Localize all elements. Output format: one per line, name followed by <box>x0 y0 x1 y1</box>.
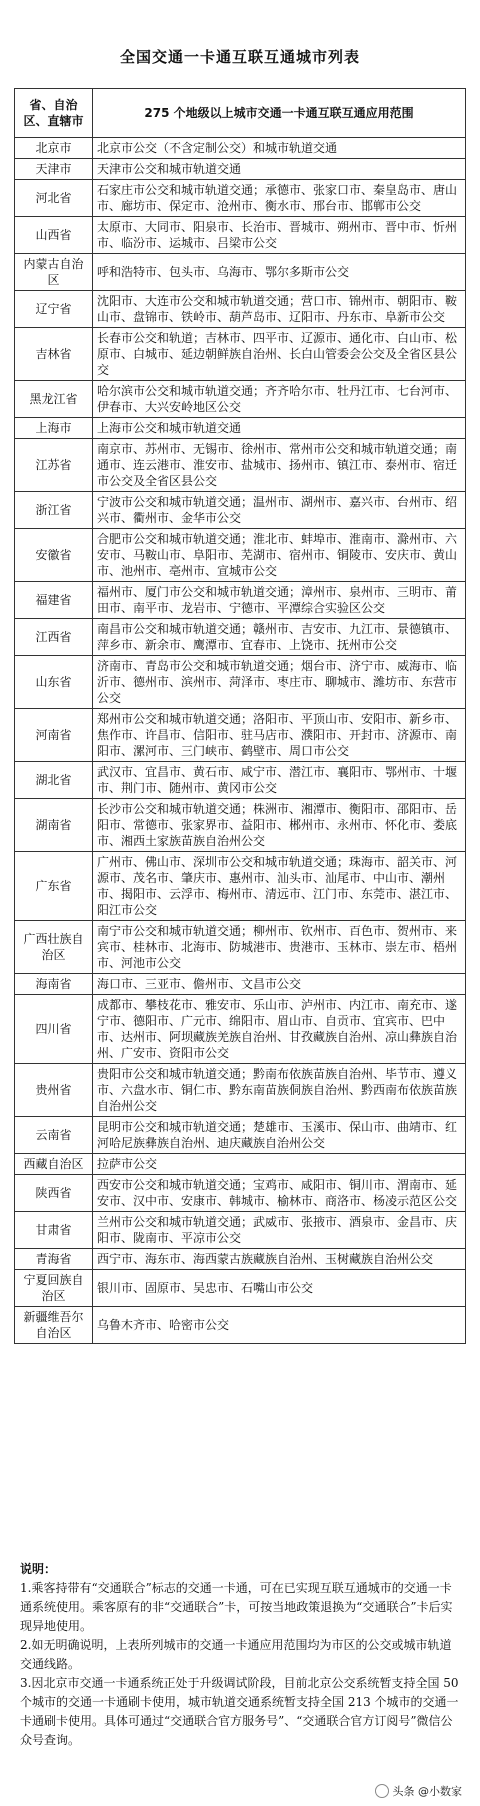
scope-cell: 西安市公交和城市轨道交通；宝鸡市、咸阳市、铜川市、渭南市、延安市、汉中市、安康市、韩城市、榆林市、商洛市、杨凌示范区公交 <box>93 1175 466 1212</box>
scope-cell: 哈尔滨市公交和城市轨道交通；齐齐哈尔市、牡丹江市、七台河市、伊春市、大兴安岭地区公交 <box>93 381 466 418</box>
province-cell: 上海市 <box>15 418 93 439</box>
table-row <box>15 1175 466 1212</box>
province-cell: 辽宁省 <box>15 291 93 328</box>
table-row <box>15 159 466 180</box>
scope-cell: 兰州市公交和城市轨道交通；武威市、张掖市、酒泉市、金昌市、庆阳市、陇南市、平凉市公交 <box>93 1212 466 1249</box>
table-row <box>15 1212 466 1249</box>
scope-cell: 上海市公交和城市轨道交通 <box>93 418 466 439</box>
header-province: 省、自治区、直辖市 <box>15 89 93 138</box>
table-row <box>15 180 466 217</box>
table-row <box>15 995 466 1064</box>
province-cell: 山西省 <box>15 217 93 254</box>
notes-section <box>20 1560 460 1750</box>
scope-cell: 拉萨市公交 <box>93 1154 466 1175</box>
scope-cell: 郑州市公交和城市轨道交通；洛阳市、平顶山市、安阳市、新乡市、焦作市、许昌市、信阳市、驻马店市、濮阳市、开封市、济源市、南阳市、漯河市、三门峡市、鹤壁市、周口市公交 <box>93 709 466 762</box>
scope-cell: 长春市公交和轨道；吉林市、四平市、辽源市、通化市、白山市、松原市、白城市、延边朝鲜族自治州、长白山管委会公交及全省区县公交 <box>93 328 466 381</box>
table-row <box>15 762 466 799</box>
province-cell: 宁夏回族自治区 <box>15 1270 93 1307</box>
table-row <box>15 492 466 529</box>
province-cell: 山东省 <box>15 656 93 709</box>
province-cell: 河南省 <box>15 709 93 762</box>
table-row <box>15 529 466 582</box>
province-cell: 新疆维吾尔自治区 <box>15 1307 93 1344</box>
scope-cell: 昆明市公交和城市轨道交通；楚雄市、玉溪市、保山市、曲靖市、红河哈尼族彝族自治州、迪庆藏族自治州公交 <box>93 1117 466 1154</box>
scope-cell: 贵阳市公交和城市轨道交通；黔南布依族苗族自治州、毕节市、遵义市、六盘水市、铜仁市、黔东南苗族侗族自治州、黔西南布依族苗族自治州公交 <box>93 1064 466 1117</box>
table-row <box>15 974 466 995</box>
scope-cell: 天津市公交和城市轨道交通 <box>93 159 466 180</box>
province-cell: 广东省 <box>15 852 93 921</box>
watermark <box>371 1782 467 1800</box>
scope-cell: 乌鲁木齐市、哈密市公交 <box>93 1307 466 1344</box>
province-cell: 吉林省 <box>15 328 93 381</box>
province-cell: 湖北省 <box>15 762 93 799</box>
scope-cell: 武汉市、宜昌市、黄石市、咸宁市、潜江市、襄阳市、鄂州市、十堰市、荆门市、随州市、黄冈市公交 <box>93 762 466 799</box>
scope-cell: 济南市、青岛市公交和城市轨道交通；烟台市、济宁市、威海市、临沂市、德州市、滨州市、菏泽市、枣庄市、聊城市、潍坊市、东营市公交 <box>93 656 466 709</box>
watermark-logo-icon <box>375 1784 389 1798</box>
province-cell: 湖南省 <box>15 799 93 852</box>
table-row <box>15 1307 466 1344</box>
table-row <box>15 439 466 492</box>
scope-cell: 合肥市公交和城市轨道交通；淮北市、蚌埠市、淮南市、滁州市、六安市、马鞍山市、阜阳市、芜湖市、宿州市、铜陵市、安庆市、黄山市、池州市、亳州市、宣城市公交 <box>93 529 466 582</box>
table-row <box>15 656 466 709</box>
table-row <box>15 1249 466 1270</box>
province-cell: 甘肃省 <box>15 1212 93 1249</box>
notes-heading: 说明： <box>20 1562 57 1576</box>
province-cell: 四川省 <box>15 995 93 1064</box>
province-cell: 北京市 <box>15 138 93 159</box>
scope-cell: 广州市、佛山市、深圳市公交和城市轨道交通；珠海市、韶关市、河源市、茂名市、肇庆市、惠州市、汕头市、汕尾市、中山市、潮州市、揭阳市、云浮市、梅州市、清远市、江门市、东莞市、湛江市、阳江市公交 <box>93 852 466 921</box>
table-row <box>15 291 466 328</box>
scope-cell: 成都市、攀枝花市、雅安市、乐山市、泸州市、内江市、南充市、遂宁市、德阳市、广元市、绵阳市、眉山市、自贡市、宜宾市、巴中市、达州市、阿坝藏族羌族自治州、甘孜藏族自治州、凉山彝族自治州、广安市、资阳市公交 <box>93 995 466 1064</box>
scope-cell: 沈阳市、大连市公交和城市轨道交通；营口市、锦州市、朝阳市、鞍山市、盘锦市、铁岭市、葫芦岛市、辽阳市、丹东市、阜新市公交 <box>93 291 466 328</box>
table-row <box>15 381 466 418</box>
city-table <box>14 88 466 1344</box>
scope-cell: 南昌市公交和城市轨道交通；赣州市、吉安市、九江市、景德镇市、萍乡市、新余市、鹰潭市、宜春市、上饶市、抚州市公交 <box>93 619 466 656</box>
table-row <box>15 1117 466 1154</box>
province-cell: 黑龙江省 <box>15 381 93 418</box>
scope-cell: 南宁市公交和城市轨道交通；柳州市、钦州市、百色市、贺州市、来宾市、桂林市、北海市、防城港市、贵港市、玉林市、崇左市、梧州市、河池市公交 <box>93 921 466 974</box>
scope-cell: 宁波市公交和城市轨道交通；温州市、湖州市、嘉兴市、台州市、绍兴市、衢州市、金华市公交 <box>93 492 466 529</box>
province-cell: 江西省 <box>15 619 93 656</box>
table-row <box>15 619 466 656</box>
province-cell: 广西壮族自治区 <box>15 921 93 974</box>
table-row <box>15 254 466 291</box>
note-item: 3.因北京市交通一卡通系统正处于升级调试阶段，目前北京公交系统暂支持全国 50 个城市的交通一卡通刷卡使用，城市轨道交通系统暂支持全国 213 个城市的交通一卡通刷卡使用。具体可通过“交通联合官方服务号”、“交通联合官方订阅号”微信公众号查询。 <box>20 1676 459 1747</box>
table-row <box>15 799 466 852</box>
province-cell: 安徽省 <box>15 529 93 582</box>
table-row <box>15 1064 466 1117</box>
province-cell: 陕西省 <box>15 1175 93 1212</box>
table-row <box>15 709 466 762</box>
table-row <box>15 217 466 254</box>
province-cell: 福建省 <box>15 582 93 619</box>
scope-cell: 南京市、苏州市、无锡市、徐州市、常州市公交和城市轨道交通；南通市、连云港市、淮安市、盐城市、扬州市、镇江市、泰州市、宿迁市公交及全省区县公交 <box>93 439 466 492</box>
watermark-text: 头条 @小数家 <box>392 1785 462 1798</box>
table-row <box>15 138 466 159</box>
page-title: 全国交通一卡通互联互通城市列表 <box>119 48 360 66</box>
note-item: 1.乘客持带有“交通联合”标志的交通一卡通，可在已实现互联互通城市的交通一卡通系统使用。乘客原有的非“交通联合”卡，可按当地政策退换为“交通联合”卡后实现异地使用。 <box>20 1581 453 1633</box>
province-cell: 江苏省 <box>15 439 93 492</box>
scope-cell: 海口市、三亚市、儋州市、文昌市公交 <box>93 974 466 995</box>
table-row <box>15 852 466 921</box>
note-item: 2.如无明确说明，上表所列城市的交通一卡通应用范围均为市区的公交或城市轨道交通线路。 <box>20 1638 452 1671</box>
header-scope: 275 个地级以上城市交通一卡通互联互通应用范围 <box>93 89 466 138</box>
table-row <box>15 582 466 619</box>
province-cell: 海南省 <box>15 974 93 995</box>
scope-cell: 银川市、固原市、吴忠市、石嘴山市公交 <box>93 1270 466 1307</box>
province-cell: 浙江省 <box>15 492 93 529</box>
province-cell: 云南省 <box>15 1117 93 1154</box>
scope-cell: 西宁市、海东市、海西蒙古族藏族自治州、玉树藏族自治州公交 <box>93 1249 466 1270</box>
province-cell: 天津市 <box>15 159 93 180</box>
province-cell: 西藏自治区 <box>15 1154 93 1175</box>
province-cell: 河北省 <box>15 180 93 217</box>
scope-cell: 石家庄市公交和城市轨道交通；承德市、张家口市、秦皇岛市、唐山市、廊坊市、保定市、沧州市、衡水市、邢台市、邯郸市公交 <box>93 180 466 217</box>
province-cell: 青海省 <box>15 1249 93 1270</box>
scope-cell: 太原市、大同市、阳泉市、长治市、晋城市、朔州市、晋中市、忻州市、临汾市、运城市、吕梁市公交 <box>93 217 466 254</box>
scope-cell: 长沙市公交和城市轨道交通；株洲市、湘潭市、衡阳市、邵阳市、岳阳市、常德市、张家界市、益阳市、郴州市、永州市、怀化市、娄底市、湘西土家族苗族自治州公交 <box>93 799 466 852</box>
table-row <box>15 1270 466 1307</box>
table-row <box>15 418 466 439</box>
province-cell: 内蒙古自治区 <box>15 254 93 291</box>
table-row <box>15 328 466 381</box>
scope-cell: 呼和浩特市、包头市、乌海市、鄂尔多斯市公交 <box>93 254 466 291</box>
table-row <box>15 921 466 974</box>
province-cell: 贵州省 <box>15 1064 93 1117</box>
scope-cell: 北京市公交（不含定制公交）和城市轨道交通 <box>93 138 466 159</box>
scope-cell: 福州市、厦门市公交和城市轨道交通；漳州市、泉州市、三明市、莆田市、南平市、龙岩市、宁德市、平潭综合实验区公交 <box>93 582 466 619</box>
table-body <box>15 138 466 1344</box>
table-header-row <box>15 89 466 138</box>
table-row <box>15 1154 466 1175</box>
